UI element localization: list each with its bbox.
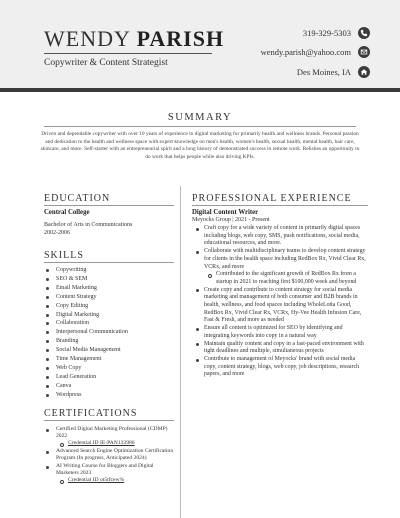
job-meta: Meyocks Group | 2021 - Present [192, 217, 270, 223]
certifications-divider [44, 420, 174, 421]
experience-bullet: Create copy and contribute to content strategy for social media marketing and management of both consumer and B2B brands in health, wellness, and food spaces including WholeLotta Good, RedBox Rx, Vivid Clear Rx, VCRx, Hy-Vee Health Infusion Care, Fast & Fresh, and more as needed [192, 287, 368, 326]
skill-item: Content Strategy [44, 293, 174, 302]
summary-divider [44, 126, 356, 127]
phone-icon [358, 27, 370, 39]
experience-bullet-text: Collaborate with multidisciplinary teams to develop content strategy for clients in the health space including RedBox Rx, Vivid Clear Rx, VCRx, and more [204, 248, 366, 270]
skill-item: Interpersonal Communication [44, 328, 174, 337]
experience-section [192, 209, 368, 379]
contact-email [261, 45, 370, 59]
home-icon [358, 66, 370, 78]
education-divider [44, 205, 174, 206]
certifications-heading: CERTIFICATIONS [44, 408, 138, 419]
experience-bullet: Maintain quality content and copy in a fast-paced environment with tight deadlines and multiple, simultaneous projects [192, 341, 368, 356]
candidate-name [44, 26, 224, 52]
location-text: Des Moines, IA [296, 67, 351, 77]
education-section [44, 209, 174, 237]
skill-item: Wordpress [44, 391, 174, 400]
last-name: PARISH [136, 26, 225, 51]
tagline: Copywriter & Content Strategist [44, 58, 168, 68]
phone-text: 319-329-5303 [302, 28, 351, 38]
contact-location [297, 65, 370, 79]
cert-name: AI Writing Course for Bloggers and Digital Marketers 2023 [56, 463, 154, 476]
skill-item: Email Marketing [44, 284, 174, 293]
education-heading: EDUCATION [44, 193, 111, 204]
summary-text: Driven and dependable copywriter with over 10 years of experience in digital marketing for primarily health and wellness brands. Personal passion and dedication to the health and wellness space with expert knowledge on men's health, women's health, sexual health, mental health, hair care, skincare, and more. Self-starter with an entrepreneurial spirit and a long history of demonstrated success in remote work. Relishes an opportunity to do work that helps people while also driving KPIs. [40, 131, 360, 160]
skill-item: Web Copy [44, 364, 174, 373]
school-name: Central College [44, 209, 90, 216]
name-underline [44, 53, 212, 54]
degree: Bachelor of Arts in Communications [44, 222, 133, 228]
skills-heading: SKILLS [44, 250, 84, 261]
cert-name: Certified Digital Marketing Professional (CDMP) 2022 [56, 426, 168, 439]
skill-item: Social Media Management [44, 346, 174, 355]
contact-phone [303, 26, 370, 40]
cert-item [44, 448, 174, 462]
experience-bullet [192, 248, 368, 287]
email-icon [358, 46, 370, 58]
skill-item: Digital Marketing [44, 311, 174, 320]
credential-link[interactable]: Credential ID IE-PAN133986 [56, 440, 174, 447]
experience-bullet: Ensure all content is optimized for SEO by identifying and integrating keywords into copy in a natural way [192, 325, 368, 340]
skill-item: Canva [44, 382, 174, 391]
skill-item: Time Management [44, 355, 174, 364]
header-rule [0, 88, 400, 92]
experience-bullet: Contribute to management of Meyocks' brand with social media copy, content strategy, blogs, web copy, job descriptions, research papers, and more [192, 356, 368, 379]
credential-link[interactable]: Credential ID ot5tfcew% [56, 477, 174, 484]
skill-item: Copy Editing [44, 302, 174, 311]
skill-item: Copywriting [44, 266, 174, 275]
skill-item: Lead Generation [44, 373, 174, 382]
cert-item [44, 463, 174, 484]
skills-divider [44, 262, 174, 263]
first-name: WENDY [44, 26, 131, 51]
experience-sub-bullet: Contributed to the significant growth of RedBox Rx from a startup in 2021 to reaching first $100,000 week and beyond [204, 271, 368, 286]
education-years: 2002-2006 [44, 230, 70, 236]
email-text: wendy.parish@yahoo.com [260, 47, 351, 57]
summary-heading: SUMMARY [167, 112, 233, 123]
certifications-section [44, 426, 174, 485]
column-divider [180, 186, 181, 518]
skills-section [44, 266, 174, 400]
skill-item: SEO & SEM [44, 275, 174, 284]
experience-heading: PROFESSIONAL EXPERIENCE [192, 193, 352, 204]
cert-name: Advanced Search Engine Optimization Certification Program (In progress, Anticipated 2024) [56, 448, 174, 461]
experience-bullet: Craft copy for a wide variety of content in primarily digital spaces including blogs, web copy, SMS, push notifications, social media, educational resources, and more. [192, 225, 368, 248]
job-title: Digital Content Writer [192, 209, 259, 216]
skill-item: Branding [44, 337, 174, 346]
skill-item: Collaboration [44, 319, 174, 328]
cert-item [44, 426, 174, 447]
experience-divider [192, 205, 368, 206]
